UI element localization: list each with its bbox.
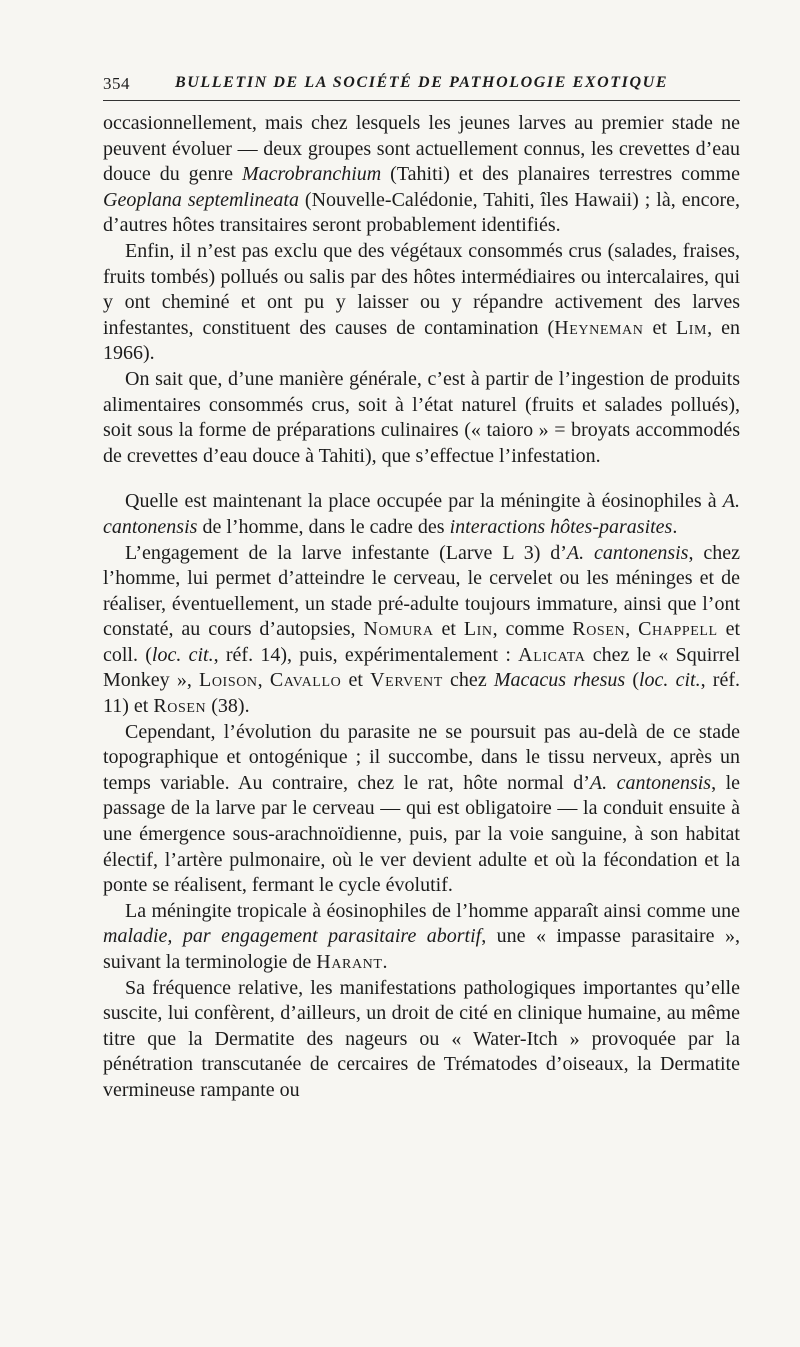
author-name: Rosen <box>153 695 207 718</box>
paragraph-7: La méningite tropicale à éosinophiles de l’homme apparaît ainsi comme une maladie, par engagement parasitaire abortif, une « impasse parasitaire », suivant la terminologie de Harant. <box>103 899 740 973</box>
page-header <box>103 70 740 101</box>
page-number: 354 <box>103 74 130 93</box>
paragraph-5: L’engagement de la larve infestante (Larve L 3) d’A. cantonensis, chez l’homme, lui permet d’atteindre le cerveau, le cervelet ou les méninges et de réaliser, éventuellement, un stade pré-adulte toujours immature, ainsi que l’ont constaté, au cours d’autopsies, Nomura et Lin, comme Rosen, Chappell et coll. (loc. cit., réf. 14), puis, expérimentalement : Alicata chez le « Squirrel Monkey », Loison, Cavallo et Vervent chez Macacus rhesus (loc. cit., réf. 11) et Rosen (38). <box>103 541 741 718</box>
author-name: Lim <box>675 316 708 339</box>
author-name: Lin <box>463 618 493 641</box>
paragraph-2: Enfin, il n’est pas exclu que des végétaux consommés crus (salades, fraises, fruits tombés) pollués ou salis par des hôtes intermédiaires ou intercalaires, qui y ont cheminé et ont pu y laisser ou y répandre activement des larves infestantes, constituent des causes de contamination (Heyneman et Lim, en 1966). <box>103 239 740 365</box>
author-name: Vervent <box>370 669 443 692</box>
paragraph-8: Sa fréquence relative, les manifestations pathologiques importantes qu’elle suscite, lui confèrent, d’ailleurs, un droit de cité en clinique humaine, au même titre que la Dermatite des nageurs ou « Water-Itch » provoquée par la pénétration transcutanée de cercaires de Trématodes d’oiseaux, la Dermatite vermineuse rampante ou <box>103 976 740 1101</box>
author-name: Alicata <box>518 643 586 666</box>
paragraph-3: On sait que, d’une manière générale, c’est à partir de l’ingestion de produits alimentaires consommés crus, soit à l’état naturel (fruits et salades pollués), soit sous la forme de préparations culinaires (« taioro » = broyats accommodés de crevettes d’eau douce à Tahiti), que s’effectue l’infestation. <box>103 367 740 467</box>
paragraph-6: Cependant, l’évolution du parasite ne se poursuit pas au-delà de ce stade topographique et ontogénique ; il succombe, dans le tissu nerveux, après un temps variable. Au contraire, chez le rat, hôte normal d’A. cantonensis, le passage de la larve par le cerveau — qui est obligatoire — la conduit ensuite à une émergence sous-arachnoïdienne, puis, par la voie sanguine, à son habitat électif, l’artère pulmonaire, où le ver devient adulte et où la fécondation et la ponte se réalisent, fermant le cycle évolutif. <box>103 720 741 897</box>
author-name: Rosen <box>572 618 626 641</box>
author-name: Cavallo <box>269 669 342 692</box>
author-name: Loison <box>199 669 258 692</box>
author-name: Chappell <box>638 618 718 641</box>
paragraph-1: occasionnellement, mais chez lesquels les jeunes larves au premier stade ne peuvent évoluer — deux groupes sont actuellement connus, les crevettes d’eau douce du genre Macrobranchium (Tahiti) et des planaires terrestres comme Geoplana septemlineata (Nouvelle-Calédonie, Tahiti, îles Hawaii) ; là, encore, d’autres hôtes transitaires seront probablement identifiés. <box>103 112 740 237</box>
author-name: Harant <box>316 951 383 973</box>
paragraph-4: Quelle est maintenant la place occupée par la méningite à éosinophiles à A. cantonensis de l’homme, dans le cadre des interactions hôtes-parasites. <box>103 490 740 538</box>
running-title: BULLETIN DE LA SOCIÉTÉ DE PATHOLOGIE EXOTIQUE <box>175 74 669 91</box>
author-name: Heyneman <box>554 316 644 339</box>
body-text <box>103 111 740 1104</box>
author-name: Nomura <box>363 618 434 641</box>
